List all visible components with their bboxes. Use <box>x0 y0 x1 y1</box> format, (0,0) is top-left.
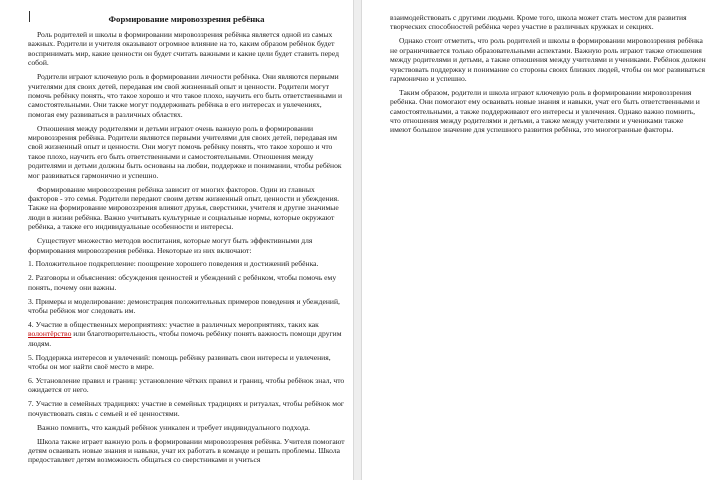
page-2[interactable] <box>362 0 720 480</box>
paragraph <box>28 320 345 348</box>
paragraph: Роль родителей и школы в формировании мировоззрения ребёнка является одной из самых важных. Родители и учителя оказывают огромное влияние на то, каким образом ребёнок будет воспринимать мир, какие ценности он будет считать важными и какие цели будет ставить перед собой. <box>28 30 339 68</box>
paragraph: Формирование мировоззрения ребёнка зависит от многих факторов. Один из главных факторов - это семья. Родители передают своим детям жизненный опыт, ценности и убеждения. Также на формирование мировоззрения влияют друзья, сверстники, учителя и другие значимые люди в жизни ребёнка. Важно учитывать культурные и социальные нормы, которые окружают ребёнка, а также его индивидуальные особенности и интересы. <box>28 184 340 232</box>
text-segment: или благотворительность, чтобы помочь ребёнку понять важность помощи другим людям. <box>28 329 342 348</box>
page-1[interactable] <box>0 0 353 480</box>
paragraph: Отношения между родителями и детьми играют очень важную роль в формировании мировоззрения ребёнка. Родители являются первыми учителями для своих детей, передавая им свой жизненный опыт и ценности. Они могут помочь ребёнку понять, что такое хорошо и что такое плохо, научить его быть ответственными и самостоятельными. Отношения между родителями и детьми должны быть основаны на любви, поддержке и понимании, чтобы ребёнок мог развиваться гармонично и успешно. <box>28 123 342 180</box>
page-1-text <box>28 30 345 465</box>
paragraph: Однако стоит отметить, что роль родителей и школы в формировании мировоззрения ребёнка не ограничивается только образовательными аспектами. Важную роль играют также отношения между родителями и детьми, а также отношения между учителями и учениками. Ребёнок должен чувствовать поддержку и понимание со стороны своих близких людей, чтобы он мог развиваться гармонично и успешно. <box>390 36 706 83</box>
paragraph: 7. Участие в семейных традициях: участие в семейных традициях и ритуалах, чтобы ребёнок мог почувствовать связь с семьей и её ценностями. <box>28 399 344 418</box>
paragraph: Таким образом, родители и школа играют ключевую роль в формировании мировоззрения ребёнка. Они помогают ему осваивать новые знания и навыки, учат его быть ответственными и самостоятельными, а также поддерживают его интересы и увлечения. Однако важно помнить, что отношения между родителями и детьми, а также между учителями и учениками также имеют большое значение для успешного развития ребёнка, это многогранные факторы. <box>390 87 700 135</box>
paragraph: Существует множество методов воспитания, которые могут быть эффективными для формирования мировоззрения ребёнка. Некоторые из них включают: <box>28 236 313 255</box>
text-segment: 4. Участие в общественных мероприятиях: участие в различных мероприятиях, таких как <box>28 319 319 329</box>
page-gap-divider <box>353 0 362 480</box>
text-cursor <box>29 11 30 22</box>
paragraph: Родители играют ключевую роль в формировании личности ребёнка. Они являются первыми учителями для своих детей, передавая им свой жизненный опыт и ценности. Родители могут помочь ребёнку понять, что такое хорошо и что такое плохо, научить его быть ответственными и самостоятельными. Они также могут поддерживать ребёнка в его интересах и увлечениях, помогая ему развиваться в различных областях. <box>28 72 343 119</box>
paragraph: Школа также играет важную роль в формировании мировоззрения ребёнка. Учителя помогают детям осваивать новые знания и навыки, учат их работать в команде и решать проблемы. Школа предоставляет детям возможность общаться со сверстниками и учиться <box>28 436 345 465</box>
page-2-text <box>390 13 706 135</box>
paragraph: 2. Разговоры и объяснения: обсуждения ценностей и убеждений с ребёнком, чтобы помочь ему понять, почему они важны. <box>28 273 337 292</box>
paragraph: взаимодействовать с другими людьми. Кроме того, школа может стать местом для развития творческих способностей ребёнка через участие в различных кружках и секциях. <box>390 13 687 32</box>
document-title: Формирование мировоззрения ребёнка <box>108 14 265 24</box>
paragraph: 3. Примеры и моделирование: демонстрация положительных примеров поведения и убеждений, чтобы ребёнок мог следовать им. <box>28 296 340 316</box>
paragraph: 6. Установление правил и границ: установление чётких правил и границ, чтобы ребёнок знал, что ожидается от него. <box>28 376 345 395</box>
paragraph: Важно помнить, что каждый ребёнок уникален и требует индивидуального подхода. <box>37 422 310 432</box>
paragraph: 1. Положительное подкрепление: поощрение хорошего поведения и достижений ребёнка. <box>28 259 319 269</box>
paragraph: 5. Поддержка интересов и увлечений: помощь ребёнку развивать свои интересы и увлечения, чтобы он мог найти своё место в мире. <box>28 352 331 372</box>
tracked-change-word: волонтёрство <box>28 329 72 339</box>
